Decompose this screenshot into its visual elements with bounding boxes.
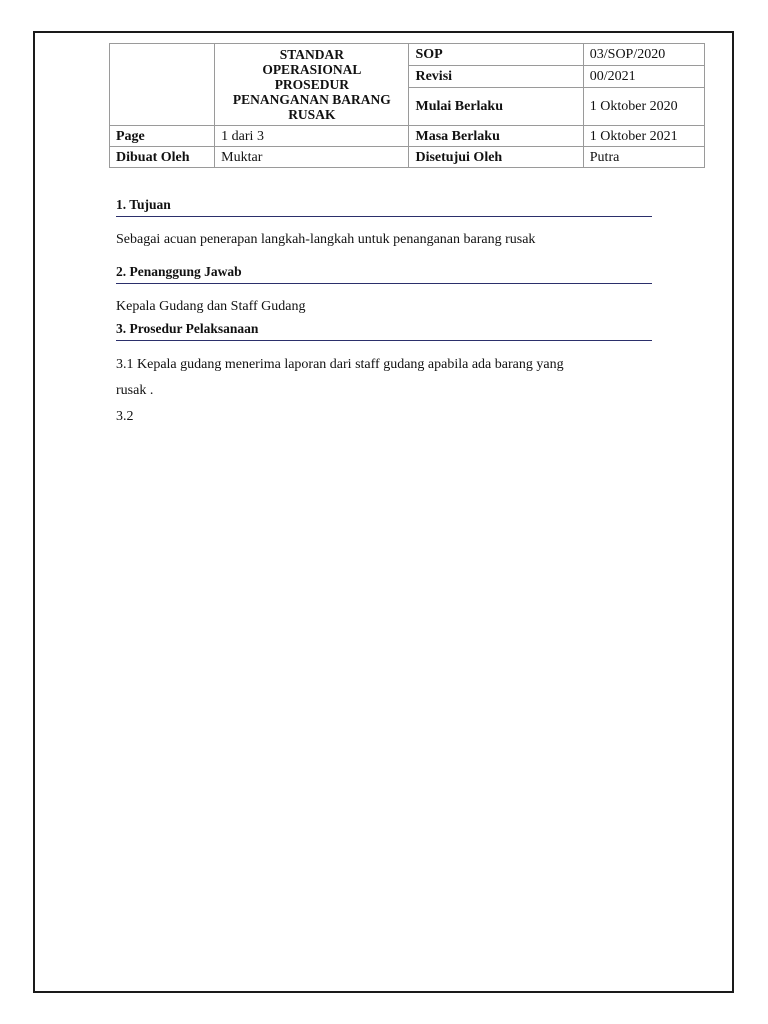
page-border: [33, 31, 734, 993]
section-text-penanggung-jawab: Kepala Gudang dan Staff Gudang: [116, 299, 306, 314]
masa-berlaku-value: 1 Oktober 2021: [583, 126, 704, 147]
disetujui-oleh-label: Disetujui Oleh: [409, 147, 583, 168]
title-line: RUSAK: [288, 107, 336, 122]
section-text-tujuan: Sebagai acuan penerapan langkah-langkah untuk penanganan barang rusak: [116, 232, 536, 247]
prosedur-step-3-1-line-1: 3.1 Kepala gudang menerima laporan dari staff gudang apabila ada barang yang: [116, 357, 564, 372]
revisi-label: Revisi: [409, 66, 583, 88]
mulai-berlaku-value: 1 Oktober 2020: [583, 88, 704, 126]
logo-cell: [110, 44, 215, 126]
title-line: PROSEDUR: [274, 77, 349, 92]
title-line: STANDAR: [279, 47, 344, 62]
sop-value: 03/SOP/2020: [583, 44, 704, 66]
page-label: Page: [110, 126, 215, 147]
masa-berlaku-label: Masa Berlaku: [409, 126, 583, 147]
section-heading-penanggung-jawab: 2. Penanggung Jawab: [116, 264, 652, 284]
disetujui-oleh-value: Putra: [583, 147, 704, 168]
sop-label: SOP: [409, 44, 583, 66]
document-title: [215, 44, 409, 126]
section-heading-tujuan: 1. Tujuan: [116, 197, 652, 217]
sop-header-table: [109, 43, 705, 168]
page-value: 1 dari 3: [215, 126, 409, 147]
dibuat-oleh-value: Muktar: [215, 147, 409, 168]
dibuat-oleh-label: Dibuat Oleh: [110, 147, 215, 168]
prosedur-step-3-1-line-2: rusak .: [116, 383, 154, 398]
revisi-value: 00/2021: [583, 66, 704, 88]
mulai-berlaku-label: Mulai Berlaku: [409, 88, 583, 126]
section-heading-prosedur: 3. Prosedur Pelaksanaan: [116, 321, 652, 341]
title-line: OPERASIONAL: [262, 62, 362, 77]
title-line: PENANGANAN BARANG: [232, 92, 391, 107]
prosedur-step-3-2: 3.2: [116, 409, 134, 424]
